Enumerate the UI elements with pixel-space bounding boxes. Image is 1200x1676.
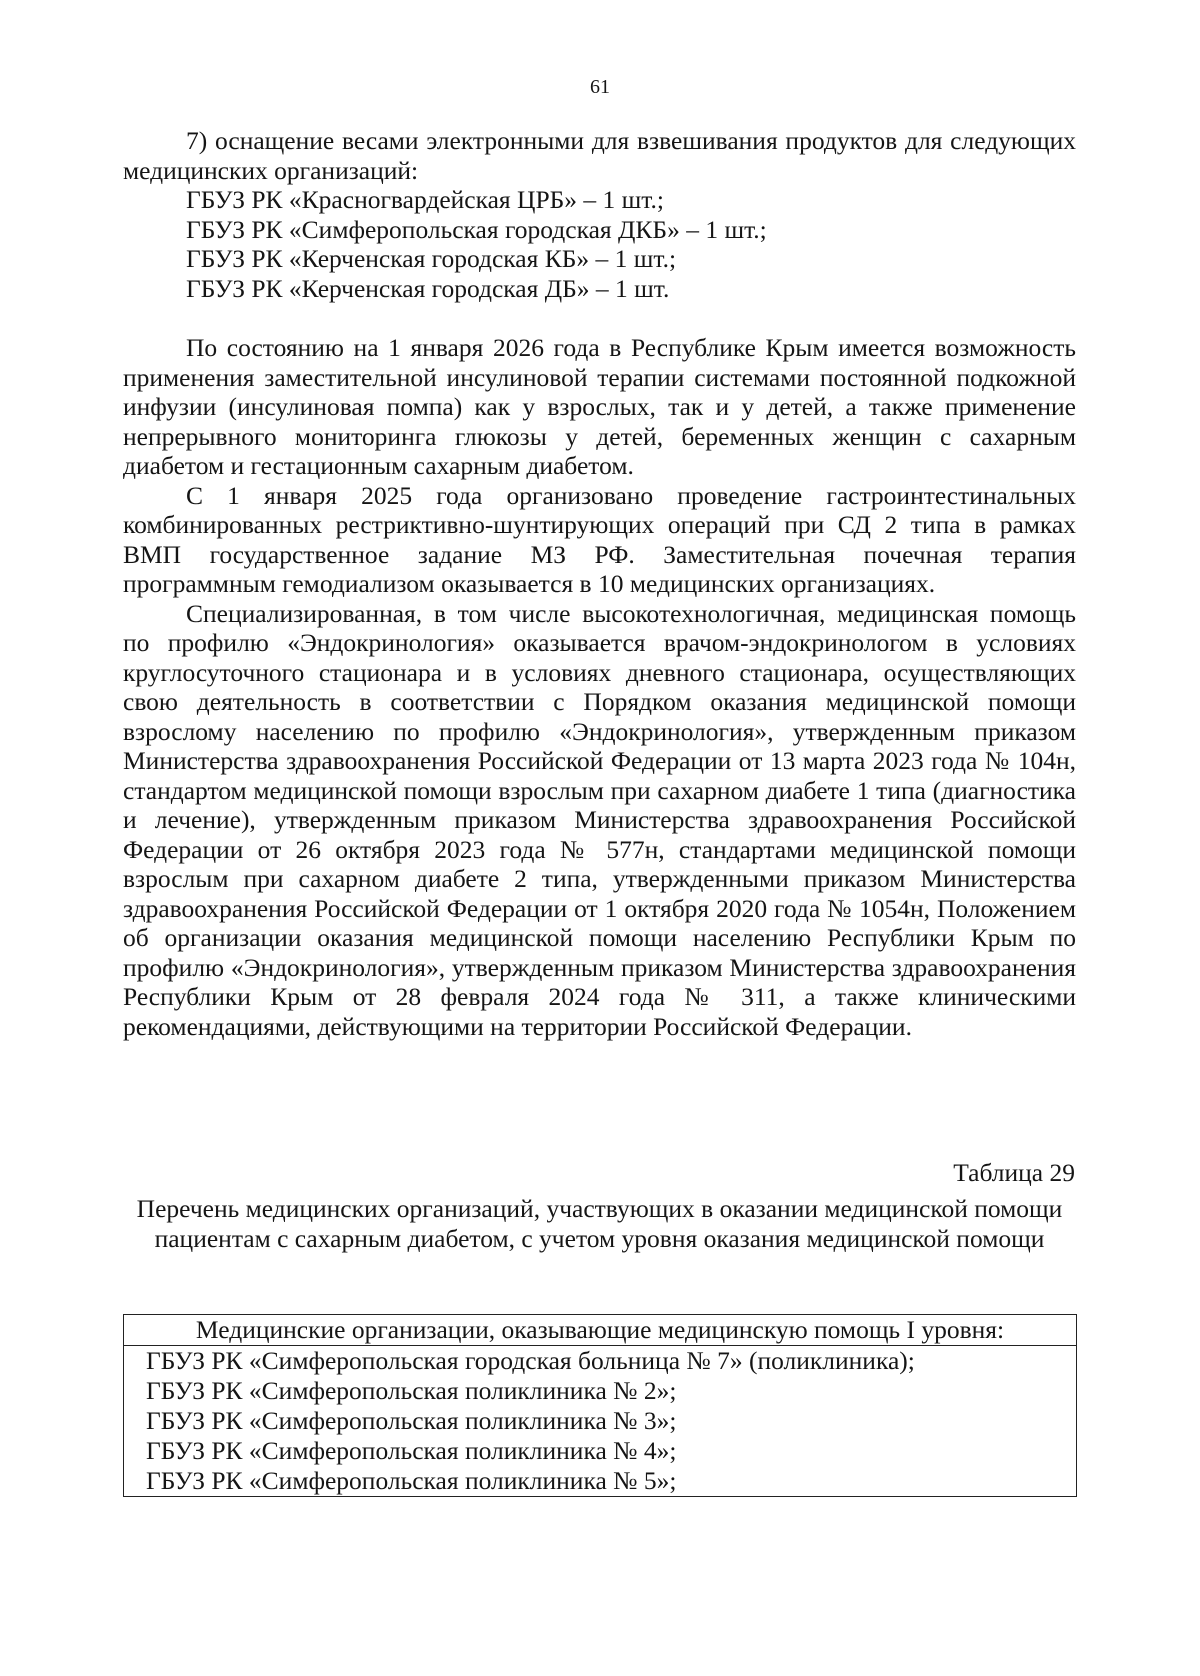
table-cell: ГБУЗ РК «Симферопольская поликлиника № 4»; [124,1436,1077,1466]
table-cell: ГБУЗ РК «Симферопольская поликлиника № 5»; [124,1466,1077,1497]
table-row [124,1436,1077,1466]
equipment-intro: 7) оснащение весами электронными для взвешивания продуктов для следующих медицинских организаций: [123,126,1076,185]
page-number: 61 [590,76,610,98]
table-row [124,1346,1077,1377]
table-title: Перечень медицинских организаций, участвующих в оказании медицинской помощи пациентам с сахарным диабетом, с учетом уровня оказания медицинской помощи [136,1194,1063,1253]
table-header-row [124,1315,1077,1346]
paragraph-insulin-therapy: По состоянию на 1 января 2026 года в Республике Крым имеется возможность применения заместительной инсулиновой терапии системами постоянной подкожной инфузии (инсулиновая помпа) как у взрослых, так и у детей, а также применение непрерывного мониторинга глюкозы у детей, беременных женщин с сахарным диабетом и гестационным сахарным диабетом. [123,333,1076,480]
organizations-table [123,1314,1077,1497]
table-row [124,1406,1077,1436]
table-cell: ГБУЗ РК «Симферопольская поликлиника № 3»; [124,1406,1077,1436]
equipment-item: ГБУЗ РК «Симферопольская городская ДКБ» – 1 шт.; [186,214,767,244]
paragraph-endocrinology-care: Специализированная, в том числе высокотехнологичная, медицинская помощь по профилю «Эндокринология» оказывается врачом-эндокринологом в условиях круглосуточного стационара и в условиях дневного стационара, осуществляющих свою деятельность в соответствии с Порядком оказания медицинской помощи взрослому населению по профилю «Эндокринология», утвержденным приказом Министерства здравоохранения Российской Федерации от 13 марта 2023 года № 104н, стандартом медицинской помощи взрослым при сахарном диабете 1 типа (диагностика и лечение), утвержденным приказом Министерства здравоохранения Российской Федерации от 26 октября 2023 года № 577н, стандартами медицинской помощи взрослым при сахарном диабете 2 типа, утвержденными приказом Министерства здравоохранения Российской Федерации от 1 октября 2020 года № 1054н, Положением об организации оказания медицинской помощи населению Республики Крым по профилю «Эндокринология», утвержденным приказом Министерства здравоохранения Республики Крым от 28 февраля 2024 года № 311, а также клиническими рекомендациями, действующими на территории Российской Федерации. [123,598,1076,1041]
equipment-item: ГБУЗ РК «Красногвардейская ЦРБ» – 1 шт.; [186,185,664,214]
equipment-item: ГБУЗ РК «Керченская городская КБ» – 1 шт.; [186,244,677,273]
table-header-cell: Медицинские организации, оказывающие медицинскую помощь I уровня: [124,1315,1077,1346]
table-cell: ГБУЗ РК «Симферопольская городская больница № 7» (поликлиника); [124,1346,1077,1377]
equipment-item: ГБУЗ РК «Керченская городская ДБ» – 1 шт. [186,273,670,303]
table-row [124,1376,1077,1406]
table-cell: ГБУЗ РК «Симферопольская поликлиника № 2»; [124,1376,1077,1406]
equipment-section [123,126,1076,303]
table-row [124,1466,1077,1497]
body-text [123,333,1076,1041]
table-number: Таблица 29 [953,1158,1075,1187]
paragraph-surgery-dialysis: С 1 января 2025 года организовано проведение гастроинтестинальных комбинированных рестриктивно-шунтирующих операций при СД 2 типа в рамках ВМП государственное задание МЗ РФ. Заместительная почечная терапия программным гемодиализом оказывается в 10 медицинских организациях. [123,480,1076,598]
